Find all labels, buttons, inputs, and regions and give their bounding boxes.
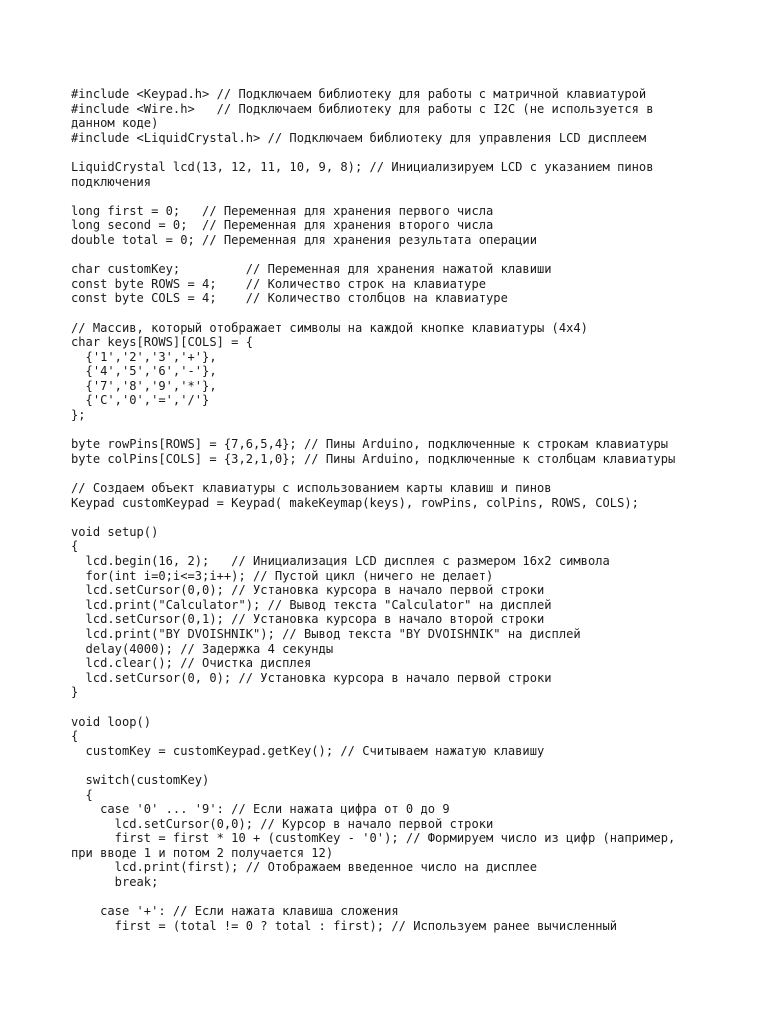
code-line [71, 758, 711, 773]
code-line: lcd.clear(); // Очистка дисплея [71, 656, 312, 671]
code-line: #include <Wire.h> // Подключаем библиотеку для работы с I2C (не используется в [71, 101, 654, 116]
code-line [71, 248, 711, 263]
code-line: lcd.print(first); // Отображаем введенное число на дисплее [71, 860, 537, 875]
code-line: } [71, 685, 79, 700]
code-line: byte colPins[COLS] = {3,2,1,0}; // Пины Arduino, подключенные к столбцам клавиатуры [71, 451, 676, 466]
code-line: void loop() [71, 714, 152, 729]
code-line: при вводе 1 и потом 2 получается 12) [71, 845, 334, 860]
code-line: byte rowPins[ROWS] = {7,6,5,4}; // Пины Arduino, подключенные к строкам клавиатуры [71, 437, 669, 452]
code-line: {'4','5','6','-'}, [71, 364, 217, 379]
code-line: #include <Keypad.h> // Подключаем библиотеку для работы с матричной клавиатурой [71, 87, 647, 101]
code-listing [71, 87, 711, 933]
code-line: void setup() [71, 524, 159, 539]
code-line: {'1','2','3','+'}, [71, 349, 217, 364]
code-line: case '+': // Если нажата клавиша сложения [71, 904, 399, 919]
code-line: { [71, 729, 79, 744]
code-line: long second = 0; // Переменная для хранения второго числа [71, 218, 494, 233]
code-line: данном коде) [71, 116, 159, 131]
code-line: first = first * 10 + (customKey - '0'); // Формируем число из цифр (например, [71, 831, 676, 846]
code-line: switch(customKey) [71, 772, 210, 787]
code-line [71, 423, 711, 438]
code-line [71, 306, 711, 321]
code-line: const byte ROWS = 4; // Количество строк на клавиатуре [71, 276, 487, 291]
code-line: Keypad customKeypad = Keypad( makeKeymap(keys), rowPins, colPins, ROWS, COLS); [71, 495, 639, 510]
code-line: long first = 0; // Переменная для хранения первого числа [71, 203, 494, 218]
code-line: { [71, 539, 79, 554]
code-line: lcd.setCursor(0,0); // Установка курсора в начало первой строки [71, 583, 545, 598]
code-line [71, 700, 711, 715]
code-line [71, 510, 711, 525]
code-line: break; [71, 875, 159, 890]
code-line [71, 890, 711, 905]
code-line: {'C','0','=','/'} [71, 393, 210, 408]
code-line: {'7','8','9','*'}, [71, 378, 217, 393]
code-line: lcd.begin(16, 2); // Инициализация LCD дисплея с размером 16x2 символа [71, 554, 610, 568]
code-line: double total = 0; // Переменная для хранения результата операции [71, 232, 537, 247]
code-line: lcd.setCursor(0,1); // Установка курсора в начало второй строки [71, 612, 545, 627]
code-line: customKey = customKeypad.getKey(); // Считываем нажатую клавишу [71, 743, 545, 758]
code-line: lcd.print("Calculator"); // Вывод текста "Calculator" на дисплей [71, 597, 552, 612]
code-line: lcd.print("BY DVOISHNIK"); // Вывод текста "BY DVOISHNIK" на дисплей [71, 626, 581, 641]
code-line: подключения [71, 174, 152, 189]
code-line: lcd.setCursor(0, 0); // Установка курсора в начало первой строки [71, 670, 552, 685]
code-line: first = (total != 0 ? total : first); // Используем ранее вычисленный [71, 918, 618, 933]
code-line: #include <LiquidCrystal.h> // Подключаем библиотеку для управления LCD дисплеем [71, 130, 647, 145]
code-line [71, 466, 711, 481]
code-line [71, 145, 711, 160]
code-line: delay(4000); // Задержка 4 секунды [71, 641, 334, 656]
code-line: }; [71, 408, 86, 423]
code-line: char keys[ROWS][COLS] = { [71, 335, 254, 350]
code-line: const byte COLS = 4; // Количество столбцов на клавиатуре [71, 291, 508, 306]
code-line: LiquidCrystal lcd(13, 12, 11, 10, 9, 8); // Инициализируем LCD с указанием пинов [71, 159, 654, 174]
code-line: { [71, 787, 93, 802]
code-line: // Массив, который отображает символы на каждой кнопке клавиатуры (4x4) [71, 320, 588, 335]
code-line: for(int i=0;i<=3;i++); // Пустой цикл (ничего не делает) [71, 568, 494, 583]
code-line: lcd.setCursor(0,0); // Курсор в начало первой строки [71, 816, 494, 831]
code-line: char customKey; // Переменная для хранения нажатой клавиши [71, 262, 552, 277]
code-line: // Создаем объект клавиатуры с использованием карты клавиш и пинов [71, 481, 552, 496]
code-line: case '0' ... '9': // Если нажата цифра от 0 до 9 [71, 802, 450, 817]
code-line [71, 189, 711, 204]
